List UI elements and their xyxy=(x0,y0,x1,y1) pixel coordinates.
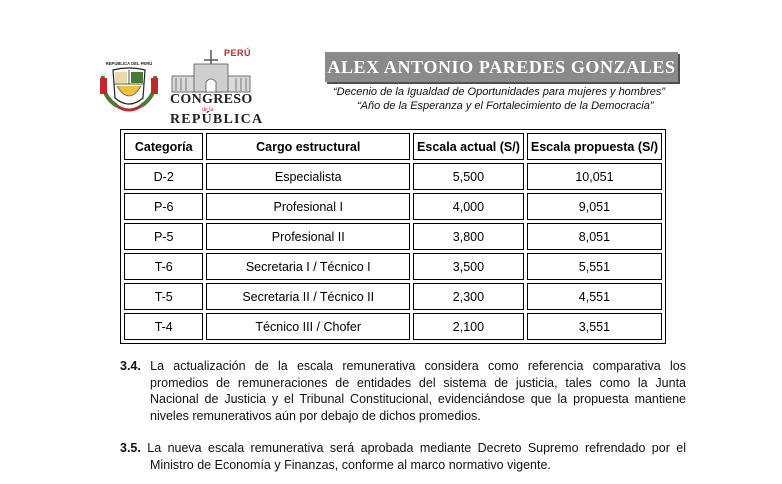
salary-scale-table xyxy=(120,129,666,344)
cell-position: Secretaria I / Técnico I xyxy=(206,253,410,280)
paragraph-3-5 xyxy=(120,440,686,473)
cell-proposed-scale: 3,551 xyxy=(527,313,662,340)
cell-position: Profesional I xyxy=(206,193,410,220)
column-header-proposed-scale: Escala propuesta (S/) xyxy=(527,133,662,160)
paragraph-text: La nueva escala remunerativa será aprobada mediante Decreto Supremo refrendado por el xyxy=(147,441,686,455)
cell-position: Especialista xyxy=(206,163,410,190)
coat-of-arms-icon xyxy=(99,56,159,114)
table-row xyxy=(124,283,662,310)
cell-category: T-5 xyxy=(124,283,203,310)
cell-position: Profesional II xyxy=(206,223,410,250)
paragraph-line: niveles remunerativos aún por debajo de dichos promedios. xyxy=(150,408,481,423)
congress-country-label: PERÚ xyxy=(224,48,252,58)
cell-position: Secretaria II / Técnico II xyxy=(206,283,410,310)
table-row xyxy=(124,313,662,340)
paragraph-number: 3.4. xyxy=(120,359,141,373)
crest-label: REPÚBLICA DEL PERÚ xyxy=(105,61,153,66)
cell-current-scale: 4,000 xyxy=(413,193,524,220)
cell-current-scale: 2,100 xyxy=(413,313,524,340)
table-row xyxy=(124,223,662,250)
column-header-category: Categoría xyxy=(124,133,203,160)
table-row xyxy=(124,253,662,280)
table-row xyxy=(124,163,662,190)
cell-current-scale: 3,800 xyxy=(413,223,524,250)
author-name-banner: ALEX ANTONIO PAREDES GONZALES xyxy=(325,52,678,82)
paragraph-line: Nacional de Justicia y el Tribunal Constitucional, evidenciándose que la propuesta mantiene xyxy=(150,392,686,407)
motto-decade: “Decenio de la Igualdad de Oportunidades para mujeres y hombres” xyxy=(333,86,666,98)
cell-category: T-4 xyxy=(124,313,203,340)
cell-proposed-scale: 8,051 xyxy=(527,223,662,250)
paragraph-number: 3.5. xyxy=(120,441,141,455)
congress-wordmark: CONGRESO xyxy=(170,92,253,107)
column-header-position: Cargo estructural xyxy=(206,133,410,160)
paragraph-text: La actualización de la escala remunerativa considera como referencia comparativa los xyxy=(150,359,686,373)
motto-year: “Año de la Esperanza y el Fortalecimiento de la Democracia” xyxy=(357,100,654,112)
cell-proposed-scale: 9,051 xyxy=(527,193,662,220)
cell-current-scale: 3,500 xyxy=(413,253,524,280)
paragraph-line xyxy=(120,440,686,457)
cell-proposed-scale: 5,551 xyxy=(527,253,662,280)
table-header-row xyxy=(124,133,662,160)
paragraph-line xyxy=(120,358,686,375)
paragraph-3-4 xyxy=(120,358,686,424)
cell-current-scale: 5,500 xyxy=(413,163,524,190)
republica-wordmark: REPÚBLICA xyxy=(170,112,264,127)
paragraph-line: Ministro de Economía y Finanzas, conforme al marco normativo vigente. xyxy=(150,457,551,472)
table-row xyxy=(124,193,662,220)
column-header-current-scale: Escala actual (S/) xyxy=(413,133,524,160)
paragraph-line: promedios de remuneraciones de entidades del sistema de justicia, tales como la Junta xyxy=(150,375,686,390)
cell-proposed-scale: 4,551 xyxy=(527,283,662,310)
congress-wordmark-dela: de la xyxy=(202,107,214,113)
cell-category: D-2 xyxy=(124,163,203,190)
cell-category: P-5 xyxy=(124,223,203,250)
cell-category: T-6 xyxy=(124,253,203,280)
cell-proposed-scale: 10,051 xyxy=(527,163,662,190)
cell-position: Técnico III / Chofer xyxy=(206,313,410,340)
cell-current-scale: 2,300 xyxy=(413,283,524,310)
cell-category: P-6 xyxy=(124,193,203,220)
